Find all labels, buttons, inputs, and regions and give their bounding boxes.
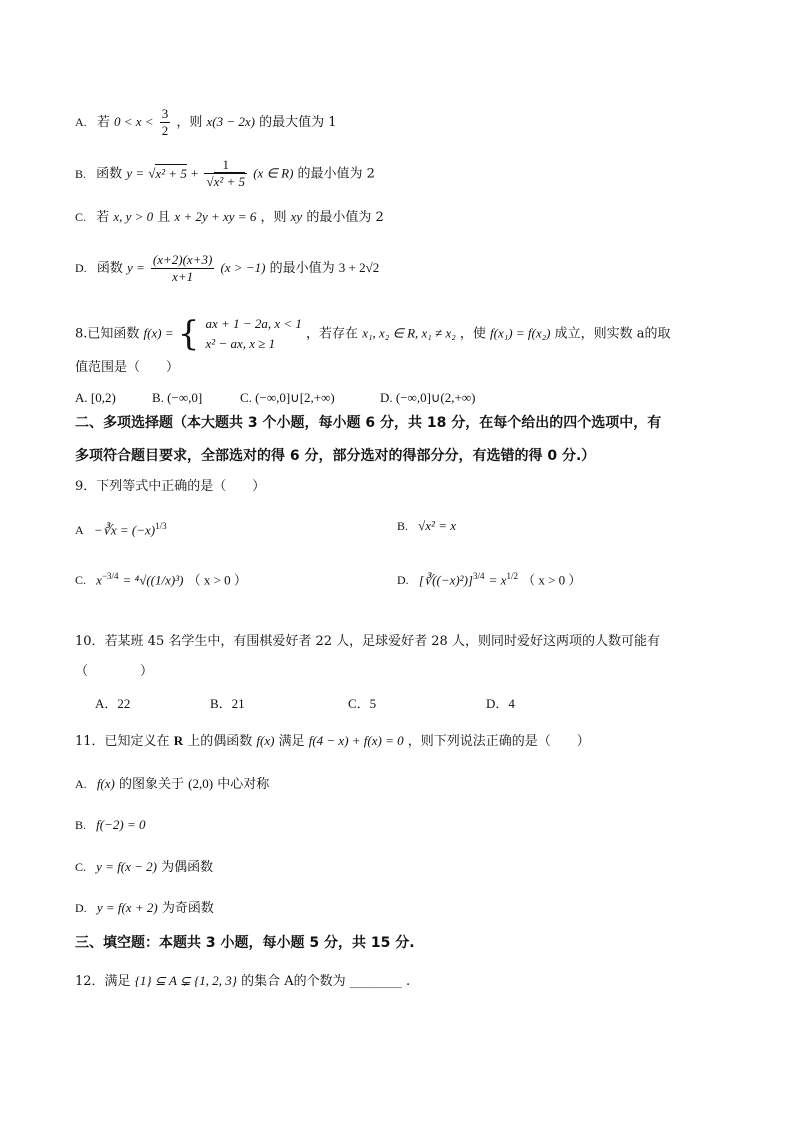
math: f(x₁) = f(x₂)	[490, 325, 551, 341]
q11-option-c	[75, 857, 213, 878]
option-label: D.	[380, 390, 393, 405]
math: = ⁴√((1/x)³)	[122, 572, 184, 588]
q9-option-a	[75, 516, 167, 541]
option-value: 22	[117, 696, 131, 711]
option-value: [0,2)	[90, 390, 116, 405]
math: y = f(x + 2)	[96, 900, 158, 915]
math: f(−2) = 0	[96, 817, 146, 832]
option-value: 21	[231, 696, 245, 711]
math: xy	[290, 209, 303, 224]
exponent: 1/2	[506, 571, 518, 581]
denominator: 2	[161, 123, 169, 138]
math: x	[96, 572, 102, 588]
denominator: x+1	[172, 269, 194, 284]
text: 的图象关于	[119, 777, 185, 792]
q9-option-b	[397, 516, 456, 537]
math: x₁, x₂ ∈ R, x₁ ≠ x₂	[362, 325, 456, 341]
condition: （ x > 0 ）	[522, 572, 582, 588]
numerator: 1	[204, 157, 247, 174]
option-label: D.	[75, 261, 87, 275]
text: 若	[96, 210, 110, 225]
fraction	[151, 252, 214, 285]
text: 的最小值为 2	[297, 166, 375, 182]
text: ，则	[260, 210, 287, 225]
option-value: 4	[508, 696, 515, 711]
text: 12．满足	[75, 974, 131, 989]
text: 的集合 A的个数为	[241, 974, 346, 989]
q9-option-c	[75, 566, 247, 591]
condition: （ x > 0 ）	[187, 572, 247, 588]
option-label: C.	[75, 860, 87, 874]
option-label: D.	[75, 901, 87, 915]
q7-option-b	[75, 157, 375, 191]
math: x, y > 0	[113, 209, 154, 224]
text: ，则下列说法正确的是（ ）	[407, 734, 590, 749]
q7-option-d	[75, 252, 379, 285]
math: 0 < x <	[113, 114, 154, 129]
q11-option-a	[75, 774, 269, 795]
q10-stem: 10．若某班 45 名学生中，有围棋爱好者 22 人，足球爱好者 28 人，则同时爱好这两项的人数可能有	[75, 634, 660, 649]
text: 的最大值为 1	[259, 115, 337, 130]
exponent: 3/4	[472, 571, 485, 581]
exponent: −3/4	[101, 571, 119, 581]
math: 3 + 2√2	[338, 260, 380, 275]
text: ，使	[459, 326, 486, 342]
case-1: ax + 1 − 2a, x < 1	[205, 316, 302, 331]
section-2-heading-cont: 多项符合题目要求，全部选对的得 6 分，部分选对的得部分分，有选错的得 0 分.）	[75, 448, 596, 464]
text: ，若存在	[306, 326, 359, 342]
text: 的最小值为	[269, 261, 335, 276]
domain: (x > −1)	[220, 260, 266, 275]
fraction	[204, 157, 247, 191]
option-label: D.	[397, 573, 409, 588]
math: f(x) =	[143, 325, 174, 341]
text: 中心对称	[217, 777, 270, 792]
math: y =	[126, 165, 145, 181]
q7-option-c	[75, 207, 384, 228]
math: x(3 − 2x)	[206, 114, 255, 129]
sqrt-sign: √	[148, 165, 156, 181]
math: = x	[488, 572, 507, 588]
radicand: x² + 5	[213, 174, 246, 189]
q8-stem-line2: 值范围是（ ）	[75, 360, 180, 375]
brace: {	[177, 314, 200, 354]
plus: +	[190, 165, 199, 181]
option-label: B.	[397, 519, 409, 533]
domain: (x ∈ R)	[253, 165, 294, 181]
q8-option-c	[240, 388, 335, 408]
text: 且	[157, 210, 171, 225]
numerator: (x+2)(x+3)	[152, 252, 213, 267]
case-2: x² − ax, x ≥ 1	[205, 336, 276, 351]
numerator: 3	[161, 106, 169, 121]
option-label: C.	[75, 573, 87, 588]
math: √x² = x	[418, 518, 457, 533]
option-label: B.	[75, 818, 87, 832]
math: f(x)	[96, 776, 115, 791]
option-label: C.	[75, 210, 87, 224]
option-label: C.	[240, 390, 252, 405]
option-label: A．	[95, 696, 118, 711]
text: 函数	[96, 261, 123, 276]
q11-option-d	[75, 898, 214, 919]
option-label: B．	[210, 696, 232, 711]
option-label: B.	[75, 166, 87, 181]
math: [∛((−x)²)]	[418, 572, 473, 588]
text: 上的偶函数	[187, 734, 253, 749]
option-label: A	[75, 523, 84, 538]
q12-stem	[75, 971, 410, 992]
q8-option-b	[152, 388, 202, 408]
text: .	[405, 974, 411, 989]
q10-option-b	[210, 694, 245, 714]
option-label: B.	[152, 390, 164, 405]
q10-option-d	[486, 694, 515, 714]
math: (2,0)	[188, 776, 214, 791]
option-label: D．	[486, 696, 509, 711]
text: 若	[96, 115, 110, 130]
q8-option-a	[75, 388, 116, 408]
q7-option-a	[75, 106, 337, 139]
option-value: 5	[369, 696, 377, 711]
text: 函数	[96, 166, 123, 182]
text: 成立，则实数 a的取	[554, 326, 671, 342]
section-2-heading: 二、多项选择题（本大题共 3 个小题，每小题 6 分，共 18 分，在每个给出的四个选项中，有	[75, 415, 662, 431]
option-label: A.	[75, 115, 87, 129]
q8-stem	[75, 314, 670, 354]
q9-option-d	[397, 566, 581, 591]
math: y =	[126, 260, 145, 275]
section-3-heading: 三、填空题：本题共 3 小题，每小题 5 分，共 15 分.	[75, 935, 415, 951]
q11-stem	[75, 731, 590, 752]
math: y = f(x − 2)	[96, 859, 158, 874]
text: 满足	[278, 734, 305, 749]
option-value: (−∞,0]∪[2,+∞)	[255, 390, 335, 405]
text: 11．已知定义在	[75, 734, 170, 749]
fraction	[160, 106, 171, 139]
text: 的最小值为 2	[306, 210, 384, 225]
denominator: √x² + 5	[206, 174, 246, 189]
option-label: C．	[348, 696, 370, 711]
q11-option-b	[75, 815, 145, 836]
text: 为偶函数	[161, 860, 214, 875]
radicand: x² + 5	[155, 165, 187, 181]
math: x + 2y + xy = 6	[174, 209, 257, 224]
q8-option-d	[380, 388, 475, 408]
q9-stem: 9．下列等式中正确的是（ ）	[75, 479, 266, 494]
q10-option-c	[348, 694, 376, 714]
exponent: 1/3	[155, 521, 167, 531]
q10-option-a	[95, 694, 130, 714]
math: f(x)	[256, 733, 275, 748]
math: {1} ⊆ A ⊊ {1, 2, 3}	[134, 973, 237, 988]
option-value: (−∞,0]∪(2,+∞)	[395, 390, 476, 405]
text: ，则	[176, 115, 203, 130]
answer-blank[interactable]: ________	[349, 974, 402, 989]
math: −∛x = (−x)	[93, 522, 156, 538]
math: f(4 − x) + f(x) = 0	[308, 733, 404, 748]
option-value: (−∞,0]	[167, 390, 203, 405]
text: 为奇函数	[161, 901, 214, 916]
option-label: A.	[75, 777, 87, 791]
q10-answer-paren: （ ）	[75, 664, 154, 679]
option-label: A.	[75, 390, 88, 405]
math: R	[173, 733, 184, 748]
text: 8.已知函数	[75, 326, 140, 342]
piecewise-cases	[206, 314, 302, 354]
